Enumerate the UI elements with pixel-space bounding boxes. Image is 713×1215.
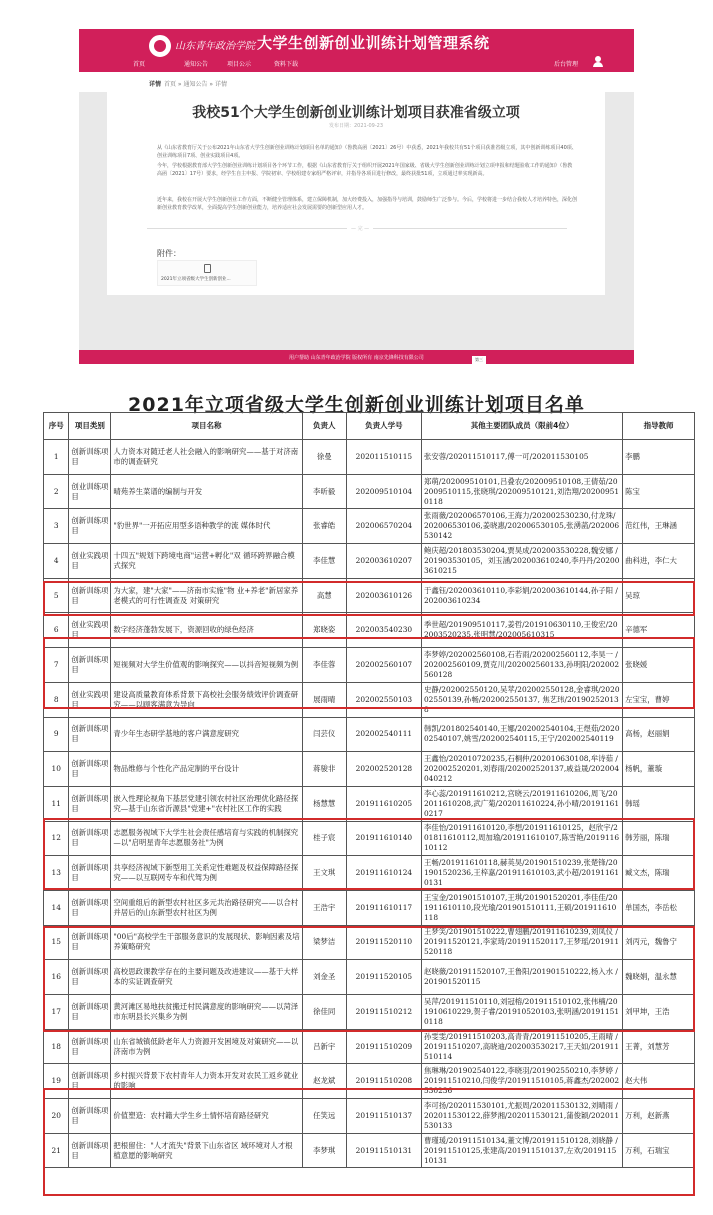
cell-text: 202009510104 bbox=[355, 486, 413, 496]
cell-text: 为大家，建"大家"——济南市实施"物 业+养老"新居家养老模式的可行性调查及 对策研究 bbox=[113, 585, 299, 605]
cell-text: 张雨薇/202006570106,王海力/202002530230,付龙珠/202006530106,姜晓惠/202006530105,张湧菡/202006530142 bbox=[423, 511, 620, 541]
cell-text: 201911510137 bbox=[355, 1110, 413, 1120]
cell-text: 202002540111 bbox=[355, 729, 413, 739]
cell-text: 202002560107 bbox=[355, 659, 413, 669]
cell-text: 空间重组后的新型农村社区多元共治路径研究——以合村并居后的山东新型农村社区为例 bbox=[113, 897, 299, 917]
table-cell bbox=[44, 890, 69, 925]
cell-text: 焦琳琳/201902540122,李晓羽/201902550210,李梦婷 /201911510210,闫俊学/201911510105,蒋鑫杰/202002530236 bbox=[423, 1066, 620, 1096]
table-row bbox=[44, 474, 695, 509]
header-cell: 负责人 bbox=[302, 413, 346, 440]
table-row bbox=[44, 544, 695, 579]
cell-text: 创新训练项目 bbox=[71, 585, 109, 605]
table-cell bbox=[69, 717, 111, 752]
cell-text: 创新训练项目 bbox=[71, 828, 109, 848]
highlight-box bbox=[43, 637, 695, 709]
attachment-card[interactable] bbox=[157, 260, 257, 286]
cell-text: 10 bbox=[51, 764, 61, 774]
table-cell bbox=[346, 440, 421, 475]
nav-project[interactable]: 项目公示 bbox=[227, 61, 252, 68]
cell-text: 张晓媛 bbox=[625, 659, 648, 669]
cell-text: "豹世界"一开拓应用型多语种教学的流 媒体时代 bbox=[113, 521, 271, 531]
header-cell: 指导教师 bbox=[623, 413, 695, 440]
cell-text: 乡村振兴背景下农村青年人力资本开发对农民工返乡就业的影响 bbox=[113, 1071, 299, 1091]
cell-text: 创新训练项目 bbox=[71, 724, 109, 744]
cell-text: 臧文杰，陈瑞 bbox=[625, 868, 670, 878]
header-cell: 序号 bbox=[44, 413, 69, 440]
table-cell bbox=[111, 440, 302, 475]
cell-text: 李鹏 bbox=[625, 451, 640, 461]
cell-text: 鲍庆超/201803530204,贾昊成/202003530228,魏安娜 /201903530105，刘玉涵/202003610240,李丹丹/202003610215 bbox=[423, 545, 620, 575]
cell-text: 20 bbox=[51, 1110, 61, 1120]
header-cell: 负责人学号 bbox=[346, 413, 421, 440]
table-cell bbox=[346, 752, 421, 787]
cell-text: 9 bbox=[53, 729, 59, 739]
table-cell bbox=[69, 752, 111, 787]
table-cell bbox=[44, 1029, 69, 1064]
table-cell bbox=[623, 786, 695, 821]
article-title: 我校51个大学生创新创业训练计划项目获准省级立项 bbox=[192, 105, 520, 121]
table-cell bbox=[421, 717, 622, 752]
cell-text: 创新训练项目 bbox=[71, 654, 109, 674]
table-cell bbox=[44, 786, 69, 821]
cell-text: 志愿服务视域下大学生社会责任感培育与实践的机制探究—以"启明星青年志愿服务社"为例 bbox=[113, 828, 299, 848]
cell-text: 201911520105 bbox=[355, 972, 413, 982]
cell-text: 202002550103 bbox=[355, 694, 413, 704]
site-footer bbox=[79, 350, 634, 364]
cell-text: 徐曼 bbox=[316, 451, 332, 461]
cell-text: 李可扬/202011530101,尤振周/202011530132,刘晴雨 /202011530122,薛梦湘/202011530121,蒲俊颖/202011530133 bbox=[423, 1100, 620, 1130]
cell-text: 建设高质量教育体系背景下高校社会服务绩效评价调查研究——以顾客满意为导向 bbox=[113, 689, 299, 709]
system-title: 大学生创新创业训练计划管理系统 bbox=[257, 34, 490, 52]
cell-text: 王鑫怡/202010720235,石桐仲/202010630108,牟诗茹 /202002520201,刘春雨/202002520137,戚益晟/202004040212 bbox=[423, 754, 620, 784]
cell-text: 把根留住："人才流失"背景下山东省区 域环境对人才根植意愿的影响研究 bbox=[113, 1140, 293, 1160]
cell-text: 辛德军 bbox=[625, 625, 648, 635]
cell-text: 赵大伟 bbox=[625, 1076, 648, 1086]
cell-text: 梁梦洁 bbox=[313, 937, 336, 947]
cell-text: 201911510209 bbox=[355, 1041, 413, 1051]
table-cell bbox=[302, 474, 346, 509]
nav-bar bbox=[79, 58, 634, 72]
cell-text: 1 bbox=[53, 451, 59, 461]
cell-text: 赵晓薇/201911520107,王鲁阳/201901510222,杨入水 /201901520115 bbox=[423, 967, 618, 987]
table-cell bbox=[302, 509, 346, 544]
cell-text: 单国杰，李岳松 bbox=[625, 902, 677, 912]
table-cell bbox=[346, 544, 421, 579]
user-icon[interactable] bbox=[593, 56, 603, 68]
cell-text: 青少年生态研学基地的客户满意度研究 bbox=[113, 729, 240, 739]
cell-text: 王文琪 bbox=[313, 868, 336, 878]
table-cell bbox=[421, 786, 622, 821]
cell-text: 202003540230 bbox=[355, 625, 413, 635]
header-cell: 项目类别 bbox=[69, 413, 111, 440]
cell-text: 郑晓姿 bbox=[313, 625, 336, 635]
cell-text: 创新训练项目 bbox=[71, 1001, 109, 1021]
cell-text: 高杨，赵丽娟 bbox=[625, 729, 670, 739]
breadcrumb bbox=[79, 74, 634, 92]
cell-text: 赵龙斌 bbox=[313, 1076, 336, 1086]
cell-text: 蒋骏非 bbox=[313, 764, 336, 774]
cell-text: 吕新宇 bbox=[313, 1041, 336, 1051]
cell-text: 11 bbox=[51, 798, 61, 808]
cell-text: 万利，石瑞宝 bbox=[625, 1145, 670, 1155]
table-row bbox=[44, 440, 695, 475]
table-cell bbox=[421, 1029, 622, 1064]
cell-text: 王菁，刘慧芳 bbox=[625, 1041, 670, 1051]
cell-text: 创新训练项目 bbox=[71, 863, 109, 883]
cell-text: 创业训练项目 bbox=[71, 481, 109, 501]
cell-text: 于鑫钰/202003610110,李彩娟/202003610144,孙子阳 /202003610234 bbox=[423, 585, 618, 605]
cell-text: 8 bbox=[53, 694, 59, 704]
table-cell bbox=[623, 544, 695, 579]
cell-text: 韩芳丽，陈瑞 bbox=[625, 833, 670, 843]
table-cell bbox=[69, 544, 111, 579]
cell-text: 山东省城镇低龄老年人力资源开发困境及对策研究——以济南市为例 bbox=[113, 1036, 299, 1056]
article-date: 发布日期：2021-09-23 bbox=[328, 123, 384, 129]
cell-text: 孙雯雯/201911510203,高青青/201911510205,王雨晴 /201911510207,高晓迪/202003530217,王天如/201911510114 bbox=[423, 1031, 620, 1061]
table-row bbox=[44, 890, 695, 925]
breadcrumb-path[interactable]: 首页 » 通知公告 » 详情 bbox=[164, 81, 227, 88]
table-cell bbox=[111, 717, 302, 752]
cell-text: 李佳慧 bbox=[313, 555, 336, 565]
cell-text: 16 bbox=[51, 972, 61, 982]
cell-text: 陈宝 bbox=[625, 486, 640, 496]
attachment-label: 附件： bbox=[157, 249, 181, 258]
header-cell: 其他主要团队成员（限前4位） bbox=[421, 413, 622, 440]
article-paragraph: 今年，学校根据教育部大学生创新创业训练计划项目各个环节工作，根据《山东省教育厅关于组织开展2021年国家级、省级大学生创新创业训练计划立项申报和结题验收工作的通知》（鲁教高函〔2021〕17号）要求，经学生自主申报、学院初审、学校组建专家组严格评审，并指导各项目进行修改，最终获批51项，立项通过率实现新高。 bbox=[157, 163, 573, 177]
cell-text: 王梦笑/201901510222,曹翅鹏/201911610239,刘凤仪 /201911520121,李家琦/201911520117,王梦瑶/201911520118 bbox=[423, 927, 620, 957]
cell-text: 张安蓉/202011510117,傅一可/202011530105 bbox=[423, 451, 589, 461]
cell-text: 201911610124 bbox=[355, 868, 413, 878]
highlight-box bbox=[43, 1088, 695, 1196]
cell-text: 王浩宇 bbox=[313, 902, 336, 912]
cell-text: 创新训练项目 bbox=[71, 793, 109, 813]
cell-text: 史静/202002550120,吴苹/202002550128,金睿琪/202002550139,孙畅/202002550137, 焦艺玮/201902520138 bbox=[423, 684, 620, 714]
cell-text: 杨帆，董璇 bbox=[625, 764, 663, 774]
table-row bbox=[44, 717, 695, 752]
table-header-row bbox=[44, 413, 695, 440]
table-cell bbox=[421, 509, 622, 544]
cell-text: 创新训练项目 bbox=[71, 516, 109, 536]
article-paragraph: 近年来，我校在开展大学生创新创业工作方面，不断健全管理体系，建立保障机制，加大经费投入，加强指导与培训，鼓励师生广泛参与。今后，学校将进一步结合我校人才培养特色，深化创新创业教育教学改革，全面提高学生创新创业能力，培养适应社会发展需要的创新型应用人才。 bbox=[157, 197, 578, 211]
table-cell bbox=[44, 544, 69, 579]
table-cell bbox=[346, 1029, 421, 1064]
nav-download[interactable]: 资料下载 bbox=[274, 61, 299, 68]
table-cell bbox=[421, 440, 622, 475]
cell-text: 徐佳同 bbox=[313, 1006, 336, 1016]
cell-text: 任笑远 bbox=[313, 1110, 336, 1120]
cell-text: 创业实践项目 bbox=[71, 550, 109, 570]
cell-text: 17 bbox=[51, 1006, 61, 1016]
table-cell bbox=[111, 509, 302, 544]
cell-text: "00后"高校学生干部服务意识的发展现状、影响因素及培养策略研究 bbox=[113, 932, 300, 952]
table-cell bbox=[69, 509, 111, 544]
table-cell bbox=[44, 752, 69, 787]
table-row bbox=[44, 1029, 695, 1064]
table-cell bbox=[69, 474, 111, 509]
table-cell bbox=[44, 717, 69, 752]
table-cell bbox=[111, 752, 302, 787]
table-cell bbox=[623, 890, 695, 925]
cell-text: 物品维修与个性化产品定制的平台设计 bbox=[113, 764, 240, 774]
cell-text: 展雨晴 bbox=[313, 694, 336, 704]
cell-text: 黄河滩区易地扶贫搬迁村民满意度的影响研究——以菏泽市东明县长兴集乡为例 bbox=[113, 1001, 299, 1021]
cell-text: 郑萌/202009510101,吕叠农/202009510108,王倩茹/202009510115,张晓琪/202009510121,刘浩翔/202009510118 bbox=[423, 476, 620, 506]
cell-text: 15 bbox=[51, 937, 61, 947]
table-cell bbox=[69, 890, 111, 925]
table-cell bbox=[421, 544, 622, 579]
cell-text: 高校思政课教学存在的主要问题及改进建议——基于大样本的实证调查研究 bbox=[113, 967, 299, 987]
cell-text: 共享经济视域下新型用工关系定性难题及权益保障路径探究——以互联网专车和代驾为例 bbox=[113, 863, 299, 883]
cell-text: 李梦琪 bbox=[313, 1145, 336, 1155]
table-row bbox=[44, 752, 695, 787]
table-cell bbox=[346, 717, 421, 752]
cell-text: 创新训练项目 bbox=[71, 1105, 109, 1125]
table-cell bbox=[302, 440, 346, 475]
cell-text: 左宝宝，曹婷 bbox=[625, 694, 670, 704]
table-cell bbox=[302, 890, 346, 925]
footer-text: 用户帮助 山东青年政治学院 版权所有 南京先锋科技有限公司 bbox=[289, 355, 424, 361]
cell-text: 创新训练项目 bbox=[71, 446, 109, 466]
table-cell bbox=[346, 474, 421, 509]
table-cell bbox=[346, 786, 421, 821]
cell-text: 韩瑶 bbox=[625, 798, 640, 808]
table-cell bbox=[623, 717, 695, 752]
highlight-box bbox=[43, 581, 695, 616]
highlight-box bbox=[43, 926, 695, 1032]
cell-text: 创新训练项目 bbox=[71, 1140, 109, 1160]
cell-text: 201911510212 bbox=[355, 1006, 413, 1016]
article-paragraph: 从《山东省教育厅关于公布2021年山东省大学生创新创业训练计划项目名单的通知》（鲁教高函〔2021〕26号）中获悉，2021年我校共有51个项目获准省级立项，其中创新训练项目40项、创业训练项目7项、创业实践项目4项。 bbox=[157, 145, 577, 159]
cell-text: 201911520110 bbox=[355, 937, 413, 947]
cell-text: 创业实践项目 bbox=[71, 689, 109, 709]
table-cell bbox=[69, 786, 111, 821]
cell-text: 202003610126 bbox=[355, 590, 413, 600]
nav-notice[interactable]: 通知公告 bbox=[184, 61, 209, 68]
table-cell bbox=[346, 509, 421, 544]
cell-text: 韩凯/201802540140,王娜/202002540104,王煜茹/202002540107,姚雪/202002540115,王宁/202002540119 bbox=[423, 724, 620, 744]
table-cell bbox=[69, 1029, 111, 1064]
attachment-name[interactable]: 2021年立项省级大学生创新创业... bbox=[161, 277, 231, 282]
cell-text: 19 bbox=[51, 1076, 61, 1086]
highlight-box bbox=[43, 818, 695, 890]
table-cell bbox=[421, 474, 622, 509]
cell-text: 魏晓娟，温永慧 bbox=[625, 972, 677, 982]
list-title: 2021年立项省级大学生创新创业训练计划项目名单 bbox=[128, 394, 585, 416]
cell-text: 嵌入性理论视角下基层党建引领农村社区治理优化路径探究—基于山东省沂源县"党建+"农村社区工作的实践 bbox=[113, 793, 299, 813]
table-cell bbox=[421, 890, 622, 925]
cell-text: 刘丙元，魏鲁宁 bbox=[625, 937, 677, 947]
cell-text: 刘金圣 bbox=[313, 972, 336, 982]
cell-text: 杨慧慧 bbox=[313, 798, 336, 808]
cell-text: 王畅/201911610118,赫英昊/201901510239,张楚锋/201901520236,王梓嘉/201911610103,武小超/201911610131 bbox=[423, 858, 620, 888]
table-cell bbox=[111, 890, 302, 925]
cell-text: 桂子宸 bbox=[313, 833, 336, 843]
cell-text: 202002520128 bbox=[355, 764, 413, 774]
cell-text: 高慧 bbox=[316, 590, 332, 600]
cell-text: 李梦婷/202002560108,石若雨/202002560112,李昊一 /202002560109,贾克川/202002560133,孙明阳/202002560128 bbox=[423, 649, 620, 679]
table-cell bbox=[111, 1029, 302, 1064]
table-cell bbox=[44, 509, 69, 544]
cell-text: 短视频对大学生价值观的影响探究——以抖音短视频为例 bbox=[113, 659, 299, 669]
cell-text: 李佳蓉 bbox=[313, 659, 336, 669]
cell-text: 13 bbox=[51, 868, 61, 878]
table-cell bbox=[623, 1029, 695, 1064]
school-name: 山东青年政治学院 bbox=[175, 41, 255, 52]
cell-text: 3 bbox=[53, 521, 59, 531]
cell-text: 创新训练项目 bbox=[71, 897, 109, 917]
cell-text: 吴琼 bbox=[625, 590, 640, 600]
table-cell bbox=[623, 752, 695, 787]
cell-text: 12 bbox=[51, 833, 61, 843]
cell-text: 吴萍/201911510110,刘冠榕/201911510102,张伟楠/201910610229,贺子睿/201910520103,张明涵/201911510118 bbox=[423, 996, 620, 1026]
webpage-screenshot bbox=[0, 0, 713, 380]
cell-text: 18 bbox=[51, 1041, 61, 1051]
cell-text: 创新训练项目 bbox=[71, 967, 109, 987]
table-cell bbox=[623, 474, 695, 509]
table-cell bbox=[302, 717, 346, 752]
table-row bbox=[44, 509, 695, 544]
table-cell bbox=[623, 509, 695, 544]
cell-text: 季世超/201909510117,姜哲/201910630110,王俊宏/202003520235,张明慧/202005610315 bbox=[423, 620, 618, 640]
table-cell bbox=[302, 544, 346, 579]
breadcrumb-label: 详情 bbox=[149, 81, 162, 88]
cell-text: 2 bbox=[53, 486, 59, 496]
table-cell bbox=[421, 752, 622, 787]
cell-text: 十四五"规划下跨境电商"运营+孵化"双 循环跨界融合模式探究 bbox=[113, 550, 295, 570]
cell-text: 5 bbox=[53, 590, 59, 600]
header-cell: 项目名称 bbox=[111, 413, 302, 440]
cell-text: 201911510131 bbox=[355, 1145, 413, 1155]
cell-text: 创新训练项目 bbox=[71, 759, 109, 779]
cell-text: 创业实践项目 bbox=[71, 620, 109, 640]
cell-text: 6 bbox=[53, 625, 59, 635]
cell-text: 202003610207 bbox=[355, 555, 413, 565]
table-cell bbox=[302, 786, 346, 821]
table-cell bbox=[69, 440, 111, 475]
cell-text: 范红伟，王琳涵 bbox=[625, 521, 677, 531]
cell-text: 李心蕊/201911610212,宫晓云/201911610206,周飞/202011610208,武广菊/202011610224,孙小晴/201911610217 bbox=[423, 788, 620, 818]
cell-text: 李佳怡/201911610120,李想/201911610125，赵欣宇/201811610112,周加瑜/201911610107,陈雪艳/201911610112 bbox=[423, 823, 620, 853]
cell-text: 201911610205 bbox=[355, 798, 413, 808]
school-seal-icon bbox=[149, 35, 171, 57]
table-row bbox=[44, 786, 695, 821]
cell-text: 曹瑾瑗/201911510134,董文博/201911510128,刘晓静 /201911510125,张建高/201911510137,左欢/201911510131 bbox=[423, 1135, 618, 1165]
table-cell bbox=[111, 786, 302, 821]
table-cell bbox=[302, 1029, 346, 1064]
divider-label: — 完 — bbox=[347, 225, 373, 232]
cell-text: 14 bbox=[51, 902, 61, 912]
cell-text: 4 bbox=[53, 555, 59, 565]
cell-text: 万利，赵新燕 bbox=[625, 1110, 670, 1120]
cell-text: 张睿皓 bbox=[313, 521, 336, 531]
table-cell bbox=[346, 890, 421, 925]
nav-home[interactable]: 首页 bbox=[133, 61, 146, 68]
cell-text: 201911610117 bbox=[355, 902, 413, 912]
cell-text: 晴苑养生菜谱的编制与开发 bbox=[113, 486, 203, 496]
cell-text: 201911510208 bbox=[355, 1076, 413, 1086]
project-table bbox=[43, 412, 695, 1168]
cell-text: 创新训练项目 bbox=[71, 932, 109, 952]
table-cell bbox=[302, 752, 346, 787]
cell-text: 闫芸仪 bbox=[313, 729, 336, 739]
table-cell bbox=[44, 440, 69, 475]
cell-text: 王宝金/201901510107,王琪/201901520201,李佳佳/201911610110,段光瑜/201901510111,王硕/201911610118 bbox=[423, 892, 618, 922]
table-body bbox=[44, 440, 695, 1168]
cell-text: 李昕毅 bbox=[313, 486, 336, 496]
cell-text: 刘甲坤，王浩 bbox=[625, 1006, 670, 1016]
article-card bbox=[107, 92, 605, 295]
cell-text: 曲科进，李仁大 bbox=[625, 555, 677, 565]
cell-text: 人力资本对随迁老人社会融入的影响研究——基于对济南市的调查研究 bbox=[113, 446, 299, 466]
file-icon bbox=[204, 264, 211, 273]
cell-text: 201911610140 bbox=[355, 833, 413, 843]
table-cell bbox=[623, 440, 695, 475]
cell-text: 202011510115 bbox=[355, 451, 413, 461]
table-cell bbox=[44, 474, 69, 509]
table-cell bbox=[111, 474, 302, 509]
cell-text: 创新训练项目 bbox=[71, 1036, 109, 1056]
cell-text: 价值塑造：农村籍大学生乡土情怀培育路径研究 bbox=[113, 1110, 269, 1120]
cell-text: 创新训练项目 bbox=[71, 1071, 109, 1091]
cell-text: 202006570204 bbox=[355, 521, 413, 531]
cell-text: 数字经济蓬勃发展下，资源回收的绿色经济 bbox=[113, 625, 254, 635]
cell-text: 21 bbox=[51, 1145, 61, 1155]
footer-badge: 第三 bbox=[472, 356, 486, 364]
admin-link[interactable]: 后台管理 bbox=[554, 61, 579, 68]
table-cell bbox=[111, 544, 302, 579]
cell-text: 7 bbox=[53, 659, 59, 669]
